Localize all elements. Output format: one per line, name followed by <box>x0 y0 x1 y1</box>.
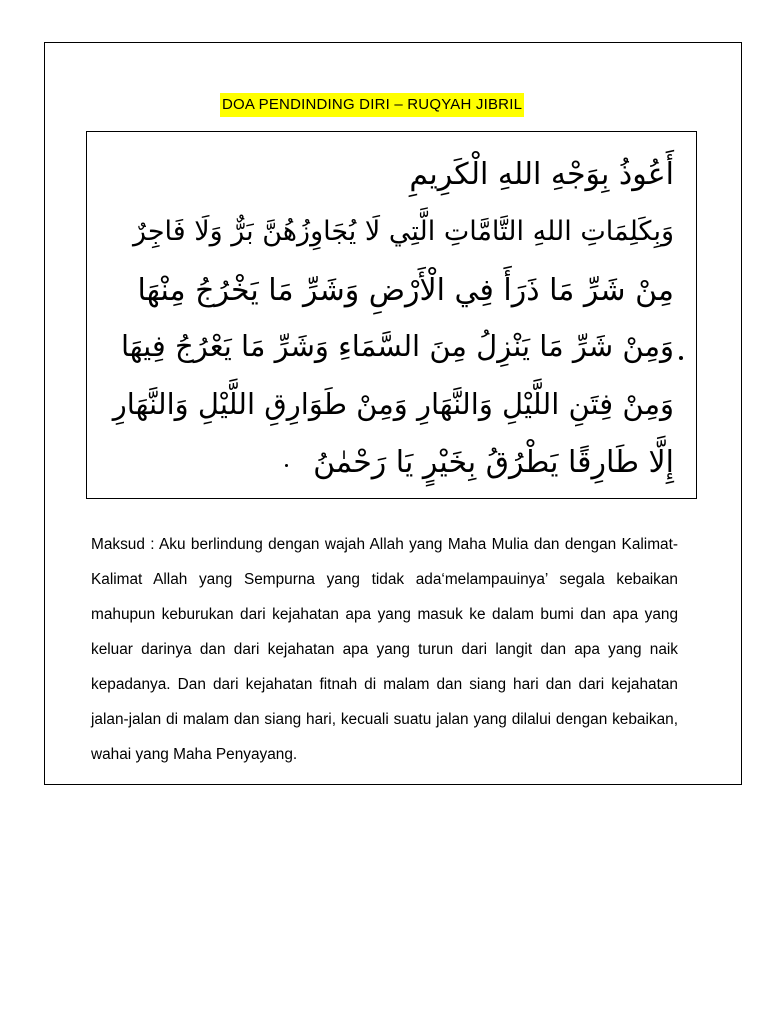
arabic-line-6: إِلَّا طَارِقًا يَطْرُقُ بِخَيْرٍ يَا رَحْمٰنُ <box>313 445 674 480</box>
translation-paragraph: Maksud : Aku berlindung dengan wajah Allah yang Maha Mulia dan dengan Kalimat-Kalimat Allah yang Sempurna yang tidak ada‘melampauinya’ segala kebaikan mahupun keburukan dari kejahatan apa yang masuk ke dalam bumi dan apa yang keluar darinya dan dari kejahatan apa yang turun dari langit dan apa yang naik kepadanya. Dan dari kejahatan fitnah di malam dan siang hari dan dari kejahatan jalan-jalan di malam dan siang hari, kecuali suatu jalan yang dilalui dengan kebaikan, wahai yang Maha Penyayang. <box>91 536 678 763</box>
arabic-line-4: وَمِنْ شَرِّ مَا يَنْزِلُ مِنَ السَّمَاءِ وَشَرِّ مَا يَعْرُجُ فِيهَا <box>120 329 674 363</box>
arabic-text-box <box>86 131 697 499</box>
arabic-line-1: أَعُوذُ بِوَجْهِ اللهِ الْكَرِيمِ <box>409 157 674 192</box>
arabic-line-2: وَبِكَلِمَاتِ اللهِ التَّامَّاتِ الَّتِي لَا يُجَاوِزُهُنَّ بَرٌّ وَلَا فَاجِرٌ <box>132 216 674 247</box>
ornament-dot <box>679 356 683 360</box>
arabic-line-3: مِنْ شَرِّ مَا ذَرَأَ فِي الْأَرْضِ وَشَرِّ مَا يَخْرُجُ مِنْهَا <box>137 273 674 308</box>
page-title: DOA PENDINDING DIRI – RUQYAH JIBRIL <box>220 93 524 117</box>
ornament-dot <box>285 464 288 467</box>
arabic-line-5: وَمِنْ فِتَنِ اللَّيْلِ وَالنَّهَارِ وَمِنْ طَوَارِقِ اللَّيْلِ وَالنَّهَارِ <box>112 387 674 421</box>
